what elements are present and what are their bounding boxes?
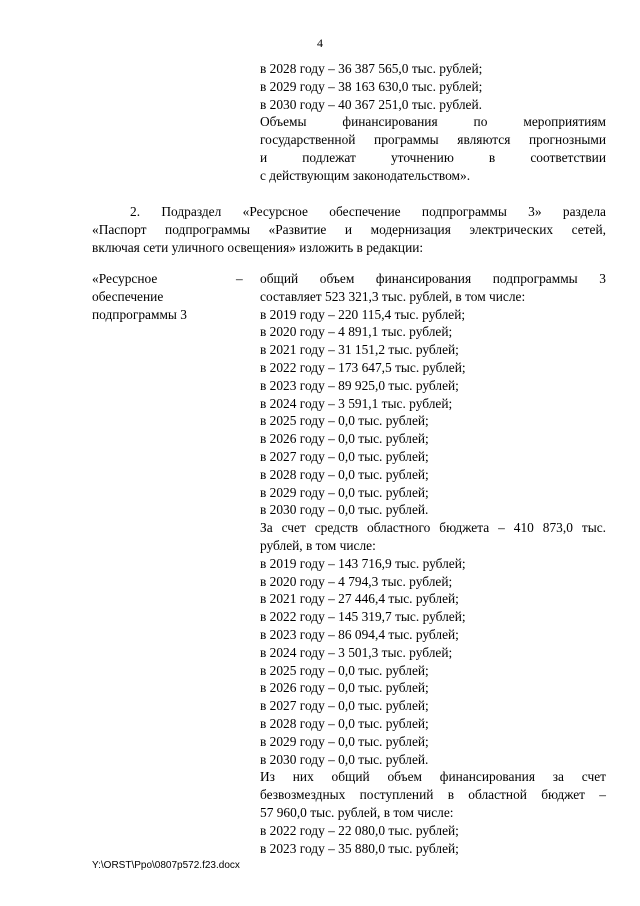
table-dash: – [236,271,243,286]
funding-line: рублей, в том числе: [260,537,376,553]
funding-line: в 2022 году – 22 080,0 тыс. рублей; [260,822,459,838]
funding-line: в 2024 году – 3 591,1 тыс. рублей; [260,395,453,411]
funding-line: в 2023 году – 86 094,4 тыс. рублей; [260,626,459,642]
funding-line: в 2029 году – 0,0 тыс. рублей; [260,484,429,500]
file-path-footer: Y:\ORST\Ppo\0807p572.f23.docx [92,860,240,871]
funding-line: в 2028 году – 0,0 тыс. рублей; [260,715,429,731]
funding-line: в 2019 году – 220 115,4 тыс. рублей; [260,306,466,322]
financing-continuation [260,60,606,185]
section-label-line: «Ресурсное [92,271,158,286]
funding-line: в 2024 году – 3 501,3 тыс. рублей; [260,644,453,660]
funding-line: безвозмездных поступлений в областной бюджет – [260,787,606,803]
funding-line: в 2026 году – 0,0 тыс. рублей; [260,431,429,447]
funding-line: в 2028 году – 0,0 тыс. рублей; [260,466,429,482]
funding-line: в 2029 году – 0,0 тыс. рублей; [260,733,429,749]
page-number: 4 [317,36,323,50]
paragraph-line: включая сети уличного освещения» изложить в редакции: [92,239,424,255]
financing-line: в 2029 году – 38 163 630,0 тыс. рублей; [260,78,483,94]
note-line: с действующим законодательством». [260,167,471,183]
funding-line: в 2020 году – 4 891,1 тыс. рублей; [260,324,453,340]
funding-line: в 2023 году – 89 925,0 тыс. рублей; [260,377,459,393]
section-label-line: обеспечение [92,288,164,304]
funding-line: в 2021 году – 27 446,4 тыс. рублей; [260,591,459,607]
funding-line: составляет 523 321,3 тыс. рублей, в том числе: [260,288,526,304]
funding-line: общий объем финансирования подпрограммы 3 [260,271,606,286]
funding-line: в 2026 году – 0,0 тыс. рублей; [260,680,429,696]
funding-line: в 2022 году – 145 319,7 тыс. рублей; [260,609,466,625]
funding-line: 57 960,0 тыс. рублей, в том числе: [260,804,454,820]
funding-line: в 2022 году – 173 647,5 тыс. рублей; [260,359,466,375]
table-left-column [92,270,232,323]
financing-line: в 2028 году – 36 387 565,0 тыс. рублей; [260,61,483,76]
funding-line: Из них общий объем финансирования за счет [260,769,606,785]
note-line: и подлежат уточнению в соответствии [260,149,606,165]
funding-line: в 2023 году – 35 880,0 тыс. рублей; [260,840,459,856]
section-label-line: подпрограммы 3 [92,306,187,322]
funding-line: в 2020 году – 4 794,3 тыс. рублей; [260,573,453,589]
funding-line: в 2030 году – 0,0 тыс. рублей. [260,751,429,767]
paragraph-line: 2. Подраздел «Ресурсное обеспечение подпрограммы 3» раздела [130,204,606,219]
funding-line: в 2025 году – 0,0 тыс. рублей; [260,413,429,429]
funding-line: в 2019 году – 143 716,9 тыс. рублей; [260,555,466,571]
funding-line: в 2030 году – 0,0 тыс. рублей. [260,502,429,518]
note-line: Объемы финансирования по мероприятиям [260,114,606,130]
funding-line: в 2027 году – 0,0 тыс. рублей; [260,698,429,714]
funding-line: в 2025 году – 0,0 тыс. рублей; [260,662,429,678]
financing-line: в 2030 году – 40 367 251,0 тыс. рублей. [260,96,482,112]
note-line: государственной программы являются прогнозными [260,132,606,148]
funding-line: в 2021 году – 31 151,2 тыс. рублей; [260,342,459,358]
amendment-paragraph [92,203,606,256]
funding-line: За счет средств областного бюджета – 410 873,0 тыс. [260,520,606,536]
table-right-column [260,270,606,857]
paragraph-line: «Паспорт подпрограммы «Развитие и модернизация электрических сетей, [92,221,606,237]
funding-line: в 2027 году – 0,0 тыс. рублей; [260,448,429,464]
